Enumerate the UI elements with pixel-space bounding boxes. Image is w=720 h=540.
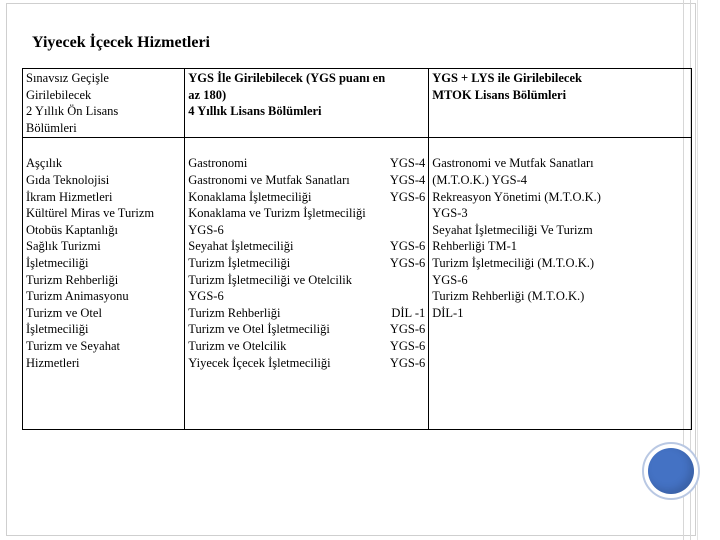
list-item: Kültürel Miras ve Turizm: [26, 206, 155, 221]
list-item: [188, 172, 425, 189]
list-item: [188, 288, 425, 305]
program-name: Seyahat İşletmeciliği: [188, 239, 294, 254]
list-item: Turizm Rehberliği: [26, 272, 119, 287]
header-line: Sınavsız Geçişle: [26, 71, 109, 85]
col1-list: [23, 138, 185, 430]
header-line: MTOK Lisans Bölümleri: [432, 87, 567, 102]
list-item: Sağlık Turizmi: [26, 239, 101, 254]
list-item: DİL-1: [432, 305, 464, 320]
col2-list: [185, 138, 429, 430]
program-name: Turizm Rehberliği: [188, 305, 281, 320]
header-col3: [429, 69, 692, 138]
page-title: Yiyecek İçecek Hizmetleri: [32, 34, 210, 51]
list-item: [188, 205, 425, 222]
program-name: YGS-6: [188, 289, 224, 304]
list-item: [188, 305, 425, 322]
table-header-row: [23, 69, 692, 138]
list-item: [188, 222, 425, 239]
program-code: YGS-6: [389, 355, 426, 370]
list-item: Gastronomi ve Mutfak Sanatları: [432, 156, 594, 171]
program-name: Gastronomi: [188, 156, 248, 171]
table-body-row: [23, 138, 692, 430]
program-code: YGS-6: [389, 239, 426, 254]
program-name: Turizm İşletmeciliği ve Otelcilik: [188, 272, 353, 287]
header-line: YGS İle Girilebilecek (YGS puanı en: [188, 71, 386, 85]
program-name: Turizm ve Otel İşletmeciliği: [188, 322, 330, 337]
header-line: az 180): [188, 87, 227, 102]
decor-circle: [648, 448, 694, 494]
program-name: Turizm ve Otelcilik: [188, 338, 287, 353]
program-code: YGS-6: [389, 189, 426, 204]
program-name: Konaklama ve Turizm İşletmeciliği: [188, 206, 366, 221]
program-name: Gastronomi ve Mutfak Sanatları: [188, 172, 350, 187]
list-item: Turizm Rehberliği (M.T.O.K.): [432, 289, 585, 304]
list-item: [188, 355, 425, 372]
list-item: (M.T.O.K.) YGS-4: [432, 172, 528, 187]
program-code: YGS-6: [389, 255, 426, 270]
list-item: YGS-6: [432, 272, 468, 287]
list-item: Rehberliği TM-1: [432, 239, 518, 254]
list-item: [188, 321, 425, 338]
list-item: Turizm Animasyonu: [26, 289, 129, 304]
program-code: YGS-4: [389, 156, 426, 171]
program-code: YGS-6: [389, 338, 426, 353]
header-line: Bölümleri: [26, 120, 77, 135]
list-item: YGS-3: [432, 206, 468, 221]
list-item: [188, 155, 425, 172]
col3-list: [429, 138, 692, 430]
list-item: [188, 338, 425, 355]
list-item: [188, 189, 425, 206]
list-item: Aşçılık: [26, 156, 63, 171]
header-line: 2 Yıllık Ön Lisans: [26, 104, 119, 119]
list-item: Turizm ve Otel: [26, 305, 102, 320]
program-name: YGS-6: [188, 222, 224, 237]
list-item: [188, 272, 425, 289]
list-item: İkram Hizmetleri: [26, 189, 113, 204]
list-item: Seyahat İşletmeciliği Ve Turizm: [432, 222, 593, 237]
header-line: Girilebilecek: [26, 87, 92, 102]
list-item: Rekreasyon Yönetimi (M.T.O.K.): [432, 189, 601, 204]
list-item: Turizm İşletmeciliği (M.T.O.K.): [432, 255, 595, 270]
list-item: İşletmeciliği: [26, 322, 89, 337]
list-item: Turizm ve Seyahat: [26, 338, 120, 353]
header-line: YGS + LYS ile Girilebilecek: [432, 71, 582, 85]
program-code: YGS-4: [389, 172, 426, 187]
header-col1: [23, 69, 185, 138]
list-item: [188, 255, 425, 272]
list-item: [188, 238, 425, 255]
list-item: Otobüs Kaptanlığı: [26, 222, 119, 237]
list-item: Hizmetleri: [26, 355, 80, 370]
list-item: İşletmeciliği: [26, 255, 89, 270]
program-name: Turizm İşletmeciliği: [188, 255, 291, 270]
program-code: DİL -1: [391, 305, 426, 320]
header-col2: [185, 69, 429, 138]
header-line: 4 Yıllık Lisans Bölümleri: [188, 104, 322, 119]
programs-table: [22, 68, 692, 430]
program-code: YGS-6: [389, 322, 426, 337]
list-item: Gıda Teknolojisi: [26, 172, 110, 187]
program-name: Konaklama İşletmeciliği: [188, 189, 312, 204]
program-name: Yiyecek İçecek İşletmeciliği: [188, 355, 331, 370]
